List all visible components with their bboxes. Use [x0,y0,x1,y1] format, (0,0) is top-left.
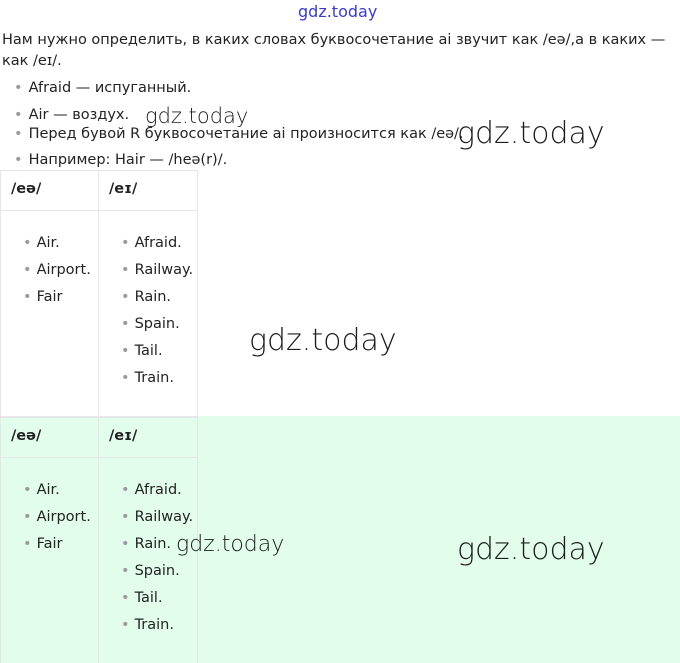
list-item: • Rain. [99,287,197,314]
column-header: /eɪ/ [99,418,198,458]
table-cell [99,211,198,417]
watermark: gdz.today [145,104,249,128]
list-item: • Fair [1,534,98,561]
list-item: • Fair [1,287,98,314]
list-item: • Train. [99,615,197,642]
list-item: • Rain. [99,534,197,561]
list-item: • Air. [1,233,98,260]
list-item: • Railway. [99,260,197,287]
phonetics-table [0,170,198,417]
watermark: gdz.today [457,532,605,567]
column-header: /eə/ [1,418,99,458]
list-item: • Railway. [99,507,197,534]
site-watermark-logo: gdz.today [298,2,378,21]
watermark: gdz.today [249,323,397,358]
column-header: /eə/ [1,171,99,211]
table-cell [99,458,198,663]
table-cell [1,458,99,663]
list-item: • Airport. [1,507,98,534]
list-item: • Например: Hair — /heə(r)/. [14,152,227,168]
column-header: /eɪ/ [99,171,198,211]
list-item: • Afraid. [99,233,197,260]
list-item: • Airport. [1,260,98,287]
table-cell [1,211,99,417]
list-item: • Tail. [99,341,197,368]
list-item: • Afraid. [99,480,197,507]
list-item: • Tail. [99,588,197,615]
list-item: • Перед бувой R буквосочетание ai произносится как /eə/. [14,126,464,142]
list-item: • Air. [1,480,98,507]
phonetics-table-highlighted [0,417,198,663]
list-item: • Train. [99,368,197,395]
intro-text: Нам нужно определить, в каких словах буквосочетание ai звучит как /eə/,а в каких — как /eɪ/. [2,32,666,69]
watermark: gdz.today [457,116,605,151]
list-item: • Afraid — испуганный. [14,80,191,96]
list-item: • Air — воздух. [14,107,129,123]
list-item: • Spain. [99,314,197,341]
watermark: gdz.today [176,532,285,557]
list-item: • Spain. [99,561,197,588]
